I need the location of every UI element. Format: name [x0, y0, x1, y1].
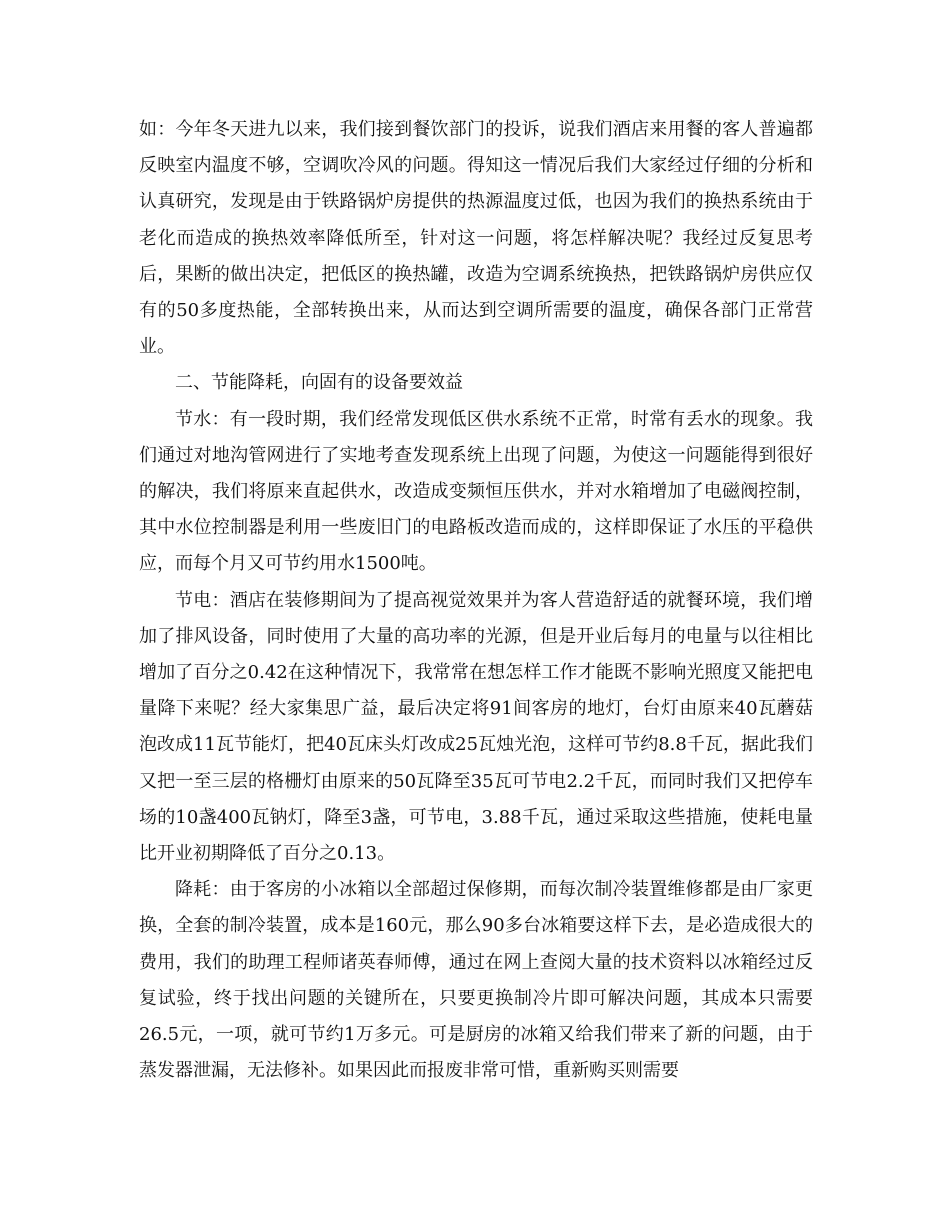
paragraph-power-saving: 节电：酒店在装修期间为了提高视觉效果并为客人营造舒适的就餐环境，我们增加了排风设备，同时使用了大量的高功率的光源，但是开业后每月的电量与以往相比增加了百分之0.42在这种情况下，我常常在想怎样工作才能既不影响光照度又能把电量降下来呢？经大家集思广益，最后决定将91间客房的地灯，台灯由原来40瓦蘑菇泡改成11瓦节能灯，把40瓦床头灯改成25瓦烛光泡，这样可节约8.8千瓦，据此我们又把一至三层的格栅灯由原来的50瓦降至35瓦可节电2.2千瓦，而同时我们又把停车场的10盏400瓦钠灯，降至3盏，可节电，3.88千瓦，通过采取这些措施，使耗电量比开业初期降低了百分之0.13。	[139, 589, 813, 865]
section-heading-energy-saving: 二、节能降耗，向固有的设备要效益	[175, 372, 463, 394]
document-body	[139, 112, 813, 1089]
paragraph-water-saving: 节水：有一段时期，我们经常发现低区供水系统不正常，时常有丢水的现象。我们通过对地沟管网进行了实地考查发现系统上出现了问题，为使这一问题能得到很好的解决，我们将原来直起供水，改造成变频恒压供水，并对水箱增加了电磁阀控制，其中水位控制器是利用一些废旧门的电路板改造而成的，这样即保证了水压的平稳供应，而每个月又可节约用水1500吨。	[139, 408, 813, 575]
paragraph-intro-heating: 如：今年冬天进九以来，我们接到餐饮部门的投诉，说我们酒店来用餐的客人普遍都反映室内温度不够，空调吹冷风的问题。得知这一情况后我们大家经过仔细的分析和认真研究，发现是由于铁路锅炉房提供的热源温度过低，也因为我们的换热系统由于老化而造成的换热效率降低所至，针对这一问题，将怎样解决呢？我经过反复思考后，果断的做出决定，把低区的换热罐，改造为空调系统换热，把铁路锅炉房供应仅有的50多度热能，全部转换出来，从而达到空调所需要的温度，确保各部门正常营业。	[139, 119, 813, 358]
paragraph-consumption-reduction: 降耗：由于客房的小冰箱以全部超过保修期，而每次制冷装置维修都是由厂家更换，全套的制冷装置，成本是160元，那么90多台冰箱要这样下去，是必造成很大的费用，我们的助理工程师诸英春师傅，通过在网上查阅大量的技术资料以冰箱经过反复试验，终于找出问题的关键所在，只要更换制冷片即可解决问题，其成本只需要26.5元，一项，就可节约1万多元。可是厨房的冰箱又给我们带来了新的问题，由于蒸发器泄漏，无法修补。如果因此而报废非常可惜，重新购买则需要	[139, 879, 813, 1082]
